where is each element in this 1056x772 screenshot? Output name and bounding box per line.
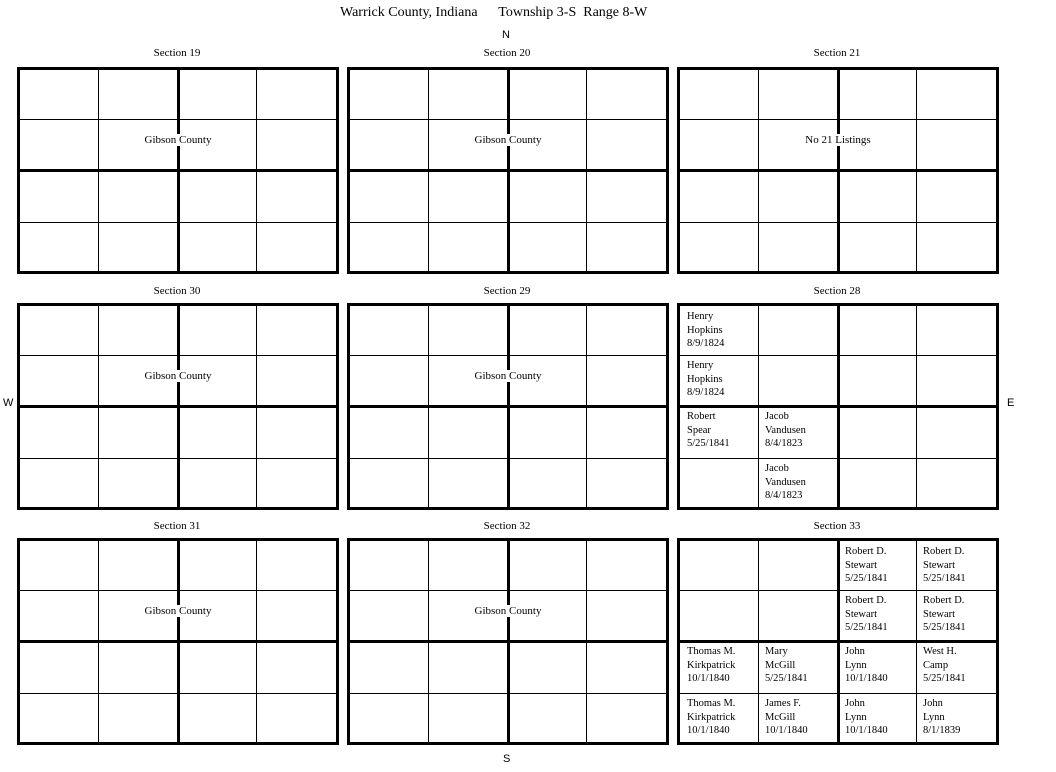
quarter-line xyxy=(680,355,996,356)
land-entry xyxy=(687,697,735,738)
entry-name: Robert D. xyxy=(845,546,887,557)
entry-name: Stewart xyxy=(845,608,878,620)
half-section-line xyxy=(350,169,666,172)
quarter-line xyxy=(20,693,336,694)
entry-name: Mary xyxy=(765,646,788,657)
entry-name: Vandusen xyxy=(765,476,806,488)
entry-name: Robert D. xyxy=(845,595,887,606)
entry-name: Stewart xyxy=(923,559,956,571)
map-title: Warrick County, Indiana Township 3-S Range 8-W xyxy=(340,5,648,20)
section-note-text: Gibson County xyxy=(144,134,212,146)
land-entry xyxy=(765,410,806,451)
section-label: Section 30 xyxy=(153,285,201,297)
quarter-line xyxy=(350,222,666,223)
compass-east: E xyxy=(1007,397,1015,409)
land-entry xyxy=(765,697,808,738)
half-section-line xyxy=(680,640,996,643)
entry-date: 5/25/1841 xyxy=(845,573,888,584)
entry-name: West H. xyxy=(923,646,957,657)
land-entry xyxy=(923,594,966,635)
section-grid xyxy=(17,67,339,274)
section-label: Section 28 xyxy=(813,285,861,297)
section-note-text: No 21 Listings xyxy=(805,134,871,146)
land-entry xyxy=(845,594,888,635)
entry-date: 5/25/1841 xyxy=(765,673,808,684)
section-label: Section 20 xyxy=(483,47,531,59)
entry-name: John xyxy=(845,698,865,709)
land-entry xyxy=(923,697,960,738)
entry-name: Stewart xyxy=(923,608,956,620)
half-section-line xyxy=(20,405,336,408)
section-grid xyxy=(677,67,999,274)
half-section-line xyxy=(20,169,336,172)
entry-name: Lynn xyxy=(845,659,867,671)
quarter-line xyxy=(20,222,336,223)
section-grid xyxy=(347,303,669,510)
entry-name: Thomas M. xyxy=(687,698,736,709)
entry-date: 10/1/1840 xyxy=(845,725,888,736)
half-section-line xyxy=(680,169,996,172)
half-section-line xyxy=(20,640,336,643)
section-note-text: Gibson County xyxy=(474,134,542,146)
section-grid xyxy=(347,67,669,274)
entry-date: 10/1/1840 xyxy=(845,673,888,684)
land-entry xyxy=(687,359,724,400)
land-entry xyxy=(687,410,730,451)
land-entry xyxy=(845,545,888,586)
section-note-text: Gibson County xyxy=(144,370,212,382)
half-section-line xyxy=(680,405,996,408)
entry-date: 10/1/1840 xyxy=(687,725,730,736)
section-label: Section 21 xyxy=(813,47,861,59)
entry-name: Kirkpatrick xyxy=(687,659,736,671)
section-note-text: Gibson County xyxy=(474,605,542,617)
section-label: Section 29 xyxy=(483,285,531,297)
entry-date: 5/25/1841 xyxy=(845,622,888,633)
quarter-line xyxy=(20,590,336,591)
entry-name: Stewart xyxy=(845,559,878,571)
entry-name: Kirkpatrick xyxy=(687,711,736,723)
entry-name: Thomas M. xyxy=(687,646,736,657)
quarter-line xyxy=(20,458,336,459)
half-section-line xyxy=(350,405,666,408)
section-grid xyxy=(677,538,999,745)
section-label: Section 33 xyxy=(813,520,861,532)
entry-name: Spear xyxy=(687,424,711,436)
entry-name: Robert D. xyxy=(923,595,965,606)
section-grid xyxy=(347,538,669,745)
entry-name: Henry xyxy=(687,311,714,322)
quarter-line xyxy=(680,590,996,591)
entry-name: Jacob xyxy=(765,411,789,422)
section-note-text: Gibson County xyxy=(474,370,542,382)
entry-date: 8/4/1823 xyxy=(765,438,803,449)
section-grid xyxy=(677,303,999,510)
entry-name: Henry xyxy=(687,360,714,371)
quarter-line xyxy=(680,119,996,120)
entry-name: Hopkins xyxy=(687,324,723,336)
entry-date: 8/1/1839 xyxy=(923,725,961,736)
entry-name: Vandusen xyxy=(765,424,806,436)
section-grid xyxy=(17,303,339,510)
land-entry xyxy=(923,545,966,586)
entry-date: 5/25/1841 xyxy=(923,573,966,584)
half-section-line xyxy=(350,640,666,643)
compass-west: W xyxy=(3,397,14,409)
land-entry xyxy=(687,310,724,351)
quarter-line xyxy=(350,458,666,459)
section-grid xyxy=(17,538,339,745)
entry-name: McGill xyxy=(765,711,796,723)
section-note-text: Gibson County xyxy=(144,605,212,617)
compass-north: N xyxy=(502,29,510,41)
entry-name: Jacob xyxy=(765,463,789,474)
quarter-line xyxy=(20,355,336,356)
entry-name: Robert xyxy=(687,411,716,422)
quarter-line xyxy=(350,119,666,120)
entry-name: McGill xyxy=(765,659,796,671)
entry-name: Camp xyxy=(923,659,949,671)
quarter-line xyxy=(680,693,996,694)
entry-name: Lynn xyxy=(923,711,945,723)
entry-name: James F. xyxy=(765,698,801,709)
entry-name: Hopkins xyxy=(687,373,723,385)
land-entry xyxy=(845,697,888,738)
entry-date: 8/9/1824 xyxy=(687,338,725,349)
entry-date: 10/1/1840 xyxy=(765,725,808,736)
quarter-line xyxy=(20,119,336,120)
entry-date: 8/9/1824 xyxy=(687,387,725,398)
entry-name: Robert D. xyxy=(923,546,965,557)
section-label: Section 32 xyxy=(483,520,531,532)
quarter-line xyxy=(680,458,996,459)
entry-name: John xyxy=(923,698,943,709)
land-entry xyxy=(765,462,806,503)
quarter-line xyxy=(680,222,996,223)
entry-name: Lynn xyxy=(845,711,867,723)
entry-date: 5/25/1841 xyxy=(687,438,730,449)
land-entry xyxy=(687,645,735,686)
entry-date: 10/1/1840 xyxy=(687,673,730,684)
entry-date: 5/25/1841 xyxy=(923,673,966,684)
land-entry xyxy=(923,645,966,686)
entry-name: John xyxy=(845,646,865,657)
land-entry xyxy=(845,645,888,686)
section-label: Section 19 xyxy=(153,47,201,59)
quarter-line xyxy=(350,355,666,356)
compass-south: S xyxy=(503,753,511,765)
land-entry xyxy=(765,645,808,686)
entry-date: 8/4/1823 xyxy=(765,490,803,501)
entry-date: 5/25/1841 xyxy=(923,622,966,633)
section-label: Section 31 xyxy=(153,520,201,532)
quarter-line xyxy=(350,590,666,591)
quarter-line xyxy=(350,693,666,694)
